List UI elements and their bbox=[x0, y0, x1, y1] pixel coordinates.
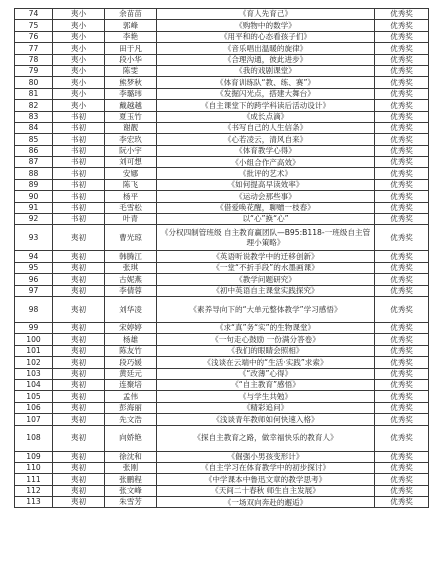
award-level: 优秀奖 bbox=[375, 322, 429, 333]
award-level: 优秀奖 bbox=[375, 425, 429, 451]
table-row bbox=[15, 214, 429, 225]
award-level: 优秀奖 bbox=[375, 191, 429, 202]
row-number: 88 bbox=[15, 168, 53, 179]
work-title: 《自主学习在体育教学中的初步探讨》 bbox=[157, 462, 375, 473]
work-title: 《我的戏剧课堂》 bbox=[157, 65, 375, 76]
award-level: 优秀奖 bbox=[375, 379, 429, 390]
teacher-name: 张鹏程 bbox=[105, 474, 157, 485]
work-title: 《批评的艺术》 bbox=[157, 168, 375, 179]
school-cell: 书初 bbox=[53, 202, 105, 213]
table-row bbox=[15, 357, 429, 368]
row-number: 91 bbox=[15, 202, 53, 213]
teacher-name: 张琪 bbox=[105, 262, 157, 273]
award-level: 优秀奖 bbox=[375, 134, 429, 145]
award-level: 优秀奖 bbox=[375, 345, 429, 356]
work-title: 《合理沟通，彼此进步》 bbox=[157, 54, 375, 65]
table-row bbox=[15, 179, 429, 190]
row-number: 104 bbox=[15, 379, 53, 390]
school-cell: 夷初 bbox=[53, 274, 105, 285]
teacher-name: 宋婷婷 bbox=[105, 322, 157, 333]
table-row bbox=[15, 202, 429, 213]
award-level: 优秀奖 bbox=[375, 414, 429, 425]
work-title: 《小组合作产高效》 bbox=[157, 157, 375, 168]
teacher-name: 先文浩 bbox=[105, 414, 157, 425]
teacher-name: 刘可想 bbox=[105, 157, 157, 168]
table-row bbox=[15, 225, 429, 251]
row-number: 101 bbox=[15, 345, 53, 356]
teacher-name: 徐沈和 bbox=[105, 451, 157, 462]
teacher-name: 曹光琼 bbox=[105, 225, 157, 251]
table-row bbox=[15, 191, 429, 202]
school-cell: 书初 bbox=[53, 168, 105, 179]
award-level: 优秀奖 bbox=[375, 402, 429, 413]
award-level: 优秀奖 bbox=[375, 285, 429, 296]
award-level: 优秀奖 bbox=[375, 357, 429, 368]
teacher-name: 刘华凌 bbox=[105, 296, 157, 322]
award-level: 优秀奖 bbox=[375, 334, 429, 345]
work-title: 《与学生共勉》 bbox=[157, 391, 375, 402]
table-row bbox=[15, 474, 429, 485]
teacher-name: 陈友竹 bbox=[105, 345, 157, 356]
award-level: 优秀奖 bbox=[375, 9, 429, 20]
work-title: 以“心”换“心” bbox=[157, 214, 375, 225]
school-cell: 夷初 bbox=[53, 251, 105, 262]
work-title: 《素养导向下的“大单元整体教学”学习感悟》 bbox=[157, 296, 375, 322]
teacher-name: 杨平 bbox=[105, 191, 157, 202]
school-cell: 夷小 bbox=[53, 77, 105, 88]
school-cell: 夷初 bbox=[53, 296, 105, 322]
school-cell: 夷小 bbox=[53, 54, 105, 65]
teacher-name: 张刚 bbox=[105, 462, 157, 473]
work-title: 《一场双向奔赴的邂逅》 bbox=[157, 497, 375, 508]
teacher-name: 向娇艳 bbox=[105, 425, 157, 451]
award-level: 优秀奖 bbox=[375, 391, 429, 402]
row-number: 76 bbox=[15, 31, 53, 42]
table-row bbox=[15, 100, 429, 111]
work-title: 《发掘闪光点，搭建大舞台》 bbox=[157, 88, 375, 99]
teacher-name: 李宏玖 bbox=[105, 134, 157, 145]
row-number: 84 bbox=[15, 122, 53, 133]
school-cell: 夷初 bbox=[53, 368, 105, 379]
school-cell: 夷初 bbox=[53, 402, 105, 413]
row-number: 110 bbox=[15, 462, 53, 473]
work-title: 《心若凌云，清风自来》 bbox=[157, 134, 375, 145]
work-title: 《自主课堂下的跨学科读后活动设计》 bbox=[157, 100, 375, 111]
table-row bbox=[15, 145, 429, 156]
row-number: 74 bbox=[15, 9, 53, 20]
work-title: 《音乐唱出温暖的旋律》 bbox=[157, 43, 375, 54]
teacher-name: 陈雯 bbox=[105, 65, 157, 76]
row-number: 96 bbox=[15, 274, 53, 285]
table-row bbox=[15, 251, 429, 262]
teacher-name: 张文峰 bbox=[105, 485, 157, 496]
table-row bbox=[15, 134, 429, 145]
award-list-table bbox=[14, 8, 429, 508]
teacher-name: 安娜 bbox=[105, 168, 157, 179]
award-level: 优秀奖 bbox=[375, 100, 429, 111]
work-title: 《体育教学心得》 bbox=[157, 145, 375, 156]
row-number: 108 bbox=[15, 425, 53, 451]
table-row bbox=[15, 451, 429, 462]
table-row bbox=[15, 497, 429, 508]
work-title: 《“改薄”心得》 bbox=[157, 368, 375, 379]
row-number: 93 bbox=[15, 225, 53, 251]
teacher-name: 郭峰 bbox=[105, 20, 157, 31]
teacher-name: 杨雄 bbox=[105, 334, 157, 345]
table-row bbox=[15, 157, 429, 168]
school-cell: 书初 bbox=[53, 145, 105, 156]
work-title: 《购物中的数学》 bbox=[157, 20, 375, 31]
award-level: 优秀奖 bbox=[375, 225, 429, 251]
row-number: 90 bbox=[15, 191, 53, 202]
table-row bbox=[15, 334, 429, 345]
school-cell: 夷初 bbox=[53, 451, 105, 462]
school-cell: 夷小 bbox=[53, 43, 105, 54]
row-number: 77 bbox=[15, 43, 53, 54]
award-level: 优秀奖 bbox=[375, 168, 429, 179]
teacher-name: 彭海丽 bbox=[105, 402, 157, 413]
table-row bbox=[15, 322, 429, 333]
row-number: 99 bbox=[15, 322, 53, 333]
table-row bbox=[15, 43, 429, 54]
school-cell: 夷小 bbox=[53, 100, 105, 111]
table-row bbox=[15, 31, 429, 42]
school-cell: 夷初 bbox=[53, 485, 105, 496]
school-cell: 书初 bbox=[53, 157, 105, 168]
table-row bbox=[15, 111, 429, 122]
row-number: 86 bbox=[15, 145, 53, 156]
work-title: 《浅谈在云端中的“生活·实践”求索》 bbox=[157, 357, 375, 368]
award-level: 优秀奖 bbox=[375, 122, 429, 133]
work-title: 《我们的眼睛会照相》 bbox=[157, 345, 375, 356]
school-cell: 夷小 bbox=[53, 88, 105, 99]
table-row bbox=[15, 345, 429, 356]
teacher-name: 戴越越 bbox=[105, 100, 157, 111]
row-number: 95 bbox=[15, 262, 53, 273]
award-level: 优秀奖 bbox=[375, 43, 429, 54]
award-level: 优秀奖 bbox=[375, 274, 429, 285]
table-row bbox=[15, 414, 429, 425]
school-cell: 夷初 bbox=[53, 345, 105, 356]
school-cell: 夷小 bbox=[53, 9, 105, 20]
row-number: 100 bbox=[15, 334, 53, 345]
school-cell: 夷初 bbox=[53, 322, 105, 333]
award-level: 优秀奖 bbox=[375, 497, 429, 508]
row-number: 85 bbox=[15, 134, 53, 145]
work-title: 《书写自己的人生信条》 bbox=[157, 122, 375, 133]
row-number: 103 bbox=[15, 368, 53, 379]
teacher-name: 朱雪芳 bbox=[105, 497, 157, 508]
table-row bbox=[15, 296, 429, 322]
work-title: 《借爱唤花醒，聊赠一枝春》 bbox=[157, 202, 375, 213]
school-cell: 夷小 bbox=[53, 31, 105, 42]
teacher-name: 毛雪松 bbox=[105, 202, 157, 213]
row-number: 78 bbox=[15, 54, 53, 65]
row-number: 75 bbox=[15, 20, 53, 31]
row-number: 92 bbox=[15, 214, 53, 225]
table-row bbox=[15, 402, 429, 413]
work-title: 《倔强小男孩变形计》 bbox=[157, 451, 375, 462]
row-number: 106 bbox=[15, 402, 53, 413]
work-title: 《教学问题研究》 bbox=[157, 274, 375, 285]
row-number: 97 bbox=[15, 285, 53, 296]
school-cell: 夷小 bbox=[53, 65, 105, 76]
table-row bbox=[15, 285, 429, 296]
table-row bbox=[15, 20, 429, 31]
row-number: 105 bbox=[15, 391, 53, 402]
row-number: 113 bbox=[15, 497, 53, 508]
teacher-name: 孟伟 bbox=[105, 391, 157, 402]
teacher-name: 阮小宇 bbox=[105, 145, 157, 156]
teacher-name: 段巧媛 bbox=[105, 357, 157, 368]
table-row bbox=[15, 168, 429, 179]
work-title: 《用平和的心态看孩子们》 bbox=[157, 31, 375, 42]
work-title: 《探自主教育之路，做幸福快乐的教育人》 bbox=[157, 425, 375, 451]
school-cell: 夷初 bbox=[53, 225, 105, 251]
school-cell: 书初 bbox=[53, 191, 105, 202]
table-row bbox=[15, 274, 429, 285]
row-number: 111 bbox=[15, 474, 53, 485]
award-level: 优秀奖 bbox=[375, 202, 429, 213]
work-title: 《精彩追问》 bbox=[157, 402, 375, 413]
work-title: 《求“真”务“实”的生物课堂》 bbox=[157, 322, 375, 333]
work-title: 《“自主教育”感悟》 bbox=[157, 379, 375, 390]
teacher-name: 连聚培 bbox=[105, 379, 157, 390]
teacher-name: 李艳 bbox=[105, 31, 157, 42]
row-number: 83 bbox=[15, 111, 53, 122]
award-level: 优秀奖 bbox=[375, 20, 429, 31]
award-level: 优秀奖 bbox=[375, 462, 429, 473]
school-cell: 书初 bbox=[53, 134, 105, 145]
row-number: 81 bbox=[15, 88, 53, 99]
award-level: 优秀奖 bbox=[375, 65, 429, 76]
row-number: 82 bbox=[15, 100, 53, 111]
award-level: 优秀奖 bbox=[375, 296, 429, 322]
school-cell: 夷初 bbox=[53, 262, 105, 273]
award-table-body bbox=[15, 9, 429, 508]
award-level: 优秀奖 bbox=[375, 368, 429, 379]
row-number: 89 bbox=[15, 179, 53, 190]
award-level: 优秀奖 bbox=[375, 262, 429, 273]
school-cell: 夷初 bbox=[53, 379, 105, 390]
work-title: 《成长点滴》 bbox=[157, 111, 375, 122]
school-cell: 夷小 bbox=[53, 20, 105, 31]
award-level: 优秀奖 bbox=[375, 451, 429, 462]
table-row bbox=[15, 9, 429, 20]
table-row bbox=[15, 88, 429, 99]
table-row bbox=[15, 368, 429, 379]
school-cell: 书初 bbox=[53, 214, 105, 225]
row-number: 107 bbox=[15, 414, 53, 425]
work-title: 《运动会那些事》 bbox=[157, 191, 375, 202]
work-title: 《如何提高早读效率》 bbox=[157, 179, 375, 190]
award-level: 优秀奖 bbox=[375, 111, 429, 122]
school-cell: 夷初 bbox=[53, 462, 105, 473]
school-cell: 夷初 bbox=[53, 474, 105, 485]
teacher-name: 李璐玮 bbox=[105, 88, 157, 99]
teacher-name: 古妮燕 bbox=[105, 274, 157, 285]
award-level: 优秀奖 bbox=[375, 145, 429, 156]
work-title: 《育人先育己》 bbox=[157, 9, 375, 20]
award-level: 优秀奖 bbox=[375, 54, 429, 65]
teacher-name: 余苗苗 bbox=[105, 9, 157, 20]
award-level: 优秀奖 bbox=[375, 474, 429, 485]
row-number: 98 bbox=[15, 296, 53, 322]
work-title: 《一堂“不折手段”的水墨画课》 bbox=[157, 262, 375, 273]
school-cell: 夷初 bbox=[53, 285, 105, 296]
school-cell: 夷初 bbox=[53, 391, 105, 402]
table-row bbox=[15, 462, 429, 473]
award-level: 优秀奖 bbox=[375, 157, 429, 168]
work-title: 《天间二十春秋 师生自主发展》 bbox=[157, 485, 375, 496]
award-level: 优秀奖 bbox=[375, 88, 429, 99]
work-title: 《初中英语自主课堂实践探究》 bbox=[157, 285, 375, 296]
school-cell: 夷初 bbox=[53, 334, 105, 345]
teacher-name: 黄廷元 bbox=[105, 368, 157, 379]
school-cell: 书初 bbox=[53, 122, 105, 133]
school-cell: 夷初 bbox=[53, 414, 105, 425]
teacher-name: 田于凡 bbox=[105, 43, 157, 54]
row-number: 87 bbox=[15, 157, 53, 168]
award-level: 优秀奖 bbox=[375, 31, 429, 42]
school-cell: 夷初 bbox=[53, 497, 105, 508]
table-row bbox=[15, 485, 429, 496]
table-row bbox=[15, 262, 429, 273]
award-level: 优秀奖 bbox=[375, 214, 429, 225]
teacher-name: 谢靓 bbox=[105, 122, 157, 133]
row-number: 112 bbox=[15, 485, 53, 496]
table-row bbox=[15, 65, 429, 76]
teacher-name: 熊梦秋 bbox=[105, 77, 157, 88]
table-row bbox=[15, 54, 429, 65]
work-title: 《中学课本中鲁迅文章的教学思考》 bbox=[157, 474, 375, 485]
teacher-name: 陈飞 bbox=[105, 179, 157, 190]
teacher-name: 李倩蓉 bbox=[105, 285, 157, 296]
row-number: 102 bbox=[15, 357, 53, 368]
row-number: 109 bbox=[15, 451, 53, 462]
award-level: 优秀奖 bbox=[375, 77, 429, 88]
table-row bbox=[15, 391, 429, 402]
school-cell: 书初 bbox=[53, 179, 105, 190]
table-row bbox=[15, 379, 429, 390]
row-number: 94 bbox=[15, 251, 53, 262]
row-number: 80 bbox=[15, 77, 53, 88]
teacher-name: 夏玉竹 bbox=[105, 111, 157, 122]
school-cell: 书初 bbox=[53, 111, 105, 122]
award-level: 优秀奖 bbox=[375, 179, 429, 190]
row-number: 79 bbox=[15, 65, 53, 76]
school-cell: 夷初 bbox=[53, 425, 105, 451]
work-title: 《一句走心鼓励 一份满分答卷》 bbox=[157, 334, 375, 345]
table-row bbox=[15, 425, 429, 451]
teacher-name: 段小华 bbox=[105, 54, 157, 65]
work-title: 《分权四制管班级 自主教育赢团队—B95:B118-一班级自主管理小策略》 bbox=[157, 225, 375, 251]
award-level: 优秀奖 bbox=[375, 251, 429, 262]
award-level: 优秀奖 bbox=[375, 485, 429, 496]
teacher-name: 叶青 bbox=[105, 214, 157, 225]
work-title: 《浅谈青年教师如何快速入格》 bbox=[157, 414, 375, 425]
table-row bbox=[15, 122, 429, 133]
table-row bbox=[15, 77, 429, 88]
teacher-name: 韩腾江 bbox=[105, 251, 157, 262]
work-title: 《英语听说教学中的迁移创新》 bbox=[157, 251, 375, 262]
work-title: 《体育训练队“教、练、赛”》 bbox=[157, 77, 375, 88]
school-cell: 夷初 bbox=[53, 357, 105, 368]
